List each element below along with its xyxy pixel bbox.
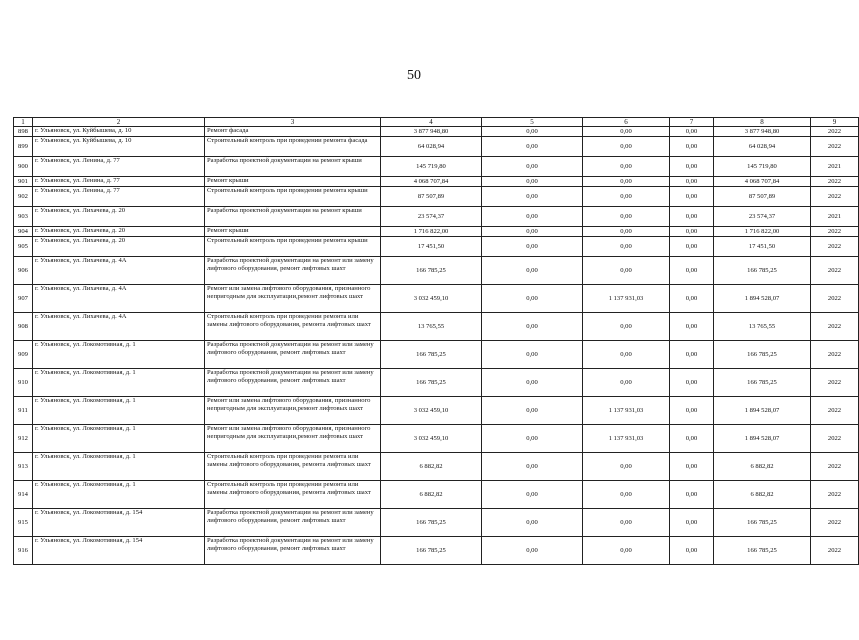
row-number-cell: 906 [14,257,33,285]
year-cell: 2022 [811,313,859,341]
table-row [14,257,859,285]
total-cost-cell: 166 785,25 [381,509,482,537]
year-cell: 2022 [811,425,859,453]
table-row [14,341,859,369]
cost-cell: 0,00 [482,137,583,157]
cost-cell: 0,00 [482,237,583,257]
cost-cell: 0,00 [482,207,583,227]
table-row [14,177,859,187]
total-cost-cell: 1 716 822,00 [381,227,482,237]
total-cost-cell: 166 785,25 [381,341,482,369]
cost-cell: 3 877 948,80 [714,127,811,137]
cost-cell: 0,00 [583,537,670,565]
address-cell: г. Ульяновск, ул. Локомотивная, д. 1 [33,481,205,509]
work-type-cell: Разработка проектной документации на ремонт крыши [205,157,381,177]
row-number-cell: 899 [14,137,33,157]
capital-repair-table-container [13,117,842,565]
cost-cell: 0,00 [482,127,583,137]
total-cost-cell: 64 028,94 [381,137,482,157]
cost-cell: 166 785,25 [714,257,811,285]
cost-cell: 166 785,25 [714,369,811,397]
cost-cell: 0,00 [482,313,583,341]
row-number-cell: 903 [14,207,33,227]
cost-cell: 0,00 [670,177,714,187]
total-cost-cell: 17 451,50 [381,237,482,257]
work-type-cell: Разработка проектной документации на ремонт или замену лифтового оборудования, ремонт лифтовых шахт [205,257,381,285]
table-row [14,127,859,137]
address-cell: г. Ульяновск, ул. Лихачева, д. 4А [33,313,205,341]
cost-cell: 0,00 [583,453,670,481]
total-cost-cell: 3 032 459,10 [381,397,482,425]
row-number-cell: 908 [14,313,33,341]
cost-cell: 0,00 [583,227,670,237]
column-header: 6 [583,118,670,127]
work-type-cell: Строительный контроль при проведении ремонта крыши [205,237,381,257]
cost-cell: 13 765,55 [714,313,811,341]
year-cell: 2022 [811,397,859,425]
table-row [14,227,859,237]
year-cell: 2022 [811,285,859,313]
year-cell: 2022 [811,137,859,157]
total-cost-cell: 3 032 459,10 [381,425,482,453]
work-type-cell: Строительный контроль при проведении ремонта фасада [205,137,381,157]
year-cell: 2022 [811,127,859,137]
table-row [14,285,859,313]
address-cell: г. Ульяновск, ул. Лихачева, д. 20 [33,227,205,237]
work-type-cell: Разработка проектной документации на ремонт или замену лифтового оборудования, ремонт лифтовых шахт [205,509,381,537]
cost-cell: 1 137 931,03 [583,425,670,453]
work-type-cell: Разработка проектной документации на ремонт крыши [205,207,381,227]
cost-cell: 6 882,82 [714,481,811,509]
total-cost-cell: 4 068 707,84 [381,177,482,187]
cost-cell: 0,00 [583,177,670,187]
cost-cell: 0,00 [482,537,583,565]
cost-cell: 0,00 [670,157,714,177]
work-type-cell: Разработка проектной документации на ремонт или замену лифтового оборудования, ремонт лифтовых шахт [205,537,381,565]
cost-cell: 87 507,89 [714,187,811,207]
year-cell: 2021 [811,157,859,177]
table-row [14,313,859,341]
total-cost-cell: 166 785,25 [381,257,482,285]
cost-cell: 0,00 [482,369,583,397]
cost-cell: 0,00 [670,207,714,227]
cost-cell: 166 785,25 [714,341,811,369]
cost-cell: 0,00 [670,509,714,537]
work-type-cell: Строительный контроль при проведении ремонта крыши [205,187,381,207]
cost-cell: 0,00 [583,509,670,537]
table-row [14,137,859,157]
total-cost-cell: 6 882,82 [381,481,482,509]
row-number-cell: 900 [14,157,33,177]
row-number-cell: 913 [14,453,33,481]
cost-cell: 0,00 [670,285,714,313]
address-cell: г. Ульяновск, ул. Локомотивная, д. 1 [33,425,205,453]
cost-cell: 0,00 [670,227,714,237]
year-cell: 2022 [811,187,859,207]
cost-cell: 1 894 528,07 [714,425,811,453]
row-number-cell: 909 [14,341,33,369]
cost-cell: 0,00 [482,285,583,313]
table-row [14,157,859,177]
cost-cell: 0,00 [583,369,670,397]
cost-cell: 0,00 [583,127,670,137]
cost-cell: 6 882,82 [714,453,811,481]
cost-cell: 0,00 [670,313,714,341]
work-type-cell: Ремонт фасада [205,127,381,137]
year-cell: 2022 [811,481,859,509]
cost-cell: 0,00 [583,187,670,207]
table-row [14,397,859,425]
work-type-cell: Ремонт крыши [205,177,381,187]
cost-cell: 0,00 [670,481,714,509]
table-row [14,237,859,257]
cost-cell: 0,00 [670,425,714,453]
address-cell: г. Ульяновск, ул. Куйбышева, д. 10 [33,127,205,137]
address-cell: г. Ульяновск, ул. Локомотивная, д. 154 [33,537,205,565]
work-type-cell: Ремонт крыши [205,227,381,237]
cost-cell: 0,00 [482,481,583,509]
table-row [14,369,859,397]
work-type-cell: Ремонт или замена лифтового оборудования, признанного непригодным для эксплуатации,ремонт лифтовых шахт [205,285,381,313]
year-cell: 2022 [811,453,859,481]
cost-cell: 0,00 [583,313,670,341]
column-header: 4 [381,118,482,127]
total-cost-cell: 6 882,82 [381,453,482,481]
column-header: 2 [33,118,205,127]
row-number-cell: 914 [14,481,33,509]
cost-cell: 0,00 [670,453,714,481]
cost-cell: 0,00 [482,397,583,425]
cost-cell: 0,00 [670,127,714,137]
row-number-cell: 905 [14,237,33,257]
total-cost-cell: 23 574,37 [381,207,482,227]
cost-cell: 64 028,94 [714,137,811,157]
column-number-row [14,118,859,127]
address-cell: г. Ульяновск, ул. Лихачева, д. 4А [33,257,205,285]
row-number-cell: 911 [14,397,33,425]
cost-cell: 0,00 [583,341,670,369]
table-row [14,481,859,509]
cost-cell: 17 451,50 [714,237,811,257]
table-row [14,537,859,565]
cost-cell: 0,00 [670,257,714,285]
cost-cell: 23 574,37 [714,207,811,227]
table-row [14,207,859,227]
cost-cell: 1 137 931,03 [583,285,670,313]
cost-cell: 0,00 [670,137,714,157]
row-number-cell: 915 [14,509,33,537]
table-row [14,187,859,207]
year-cell: 2022 [811,227,859,237]
cost-cell: 145 719,80 [714,157,811,177]
address-cell: г. Ульяновск, ул. Ленина, д. 77 [33,157,205,177]
column-header: 1 [14,118,33,127]
page-number: 50 [407,68,421,83]
work-type-cell: Строительный контроль при проведении ремонта или замены лифтового оборудования, ремонта лифтовых шахт [205,481,381,509]
row-number-cell: 916 [14,537,33,565]
address-cell: г. Ульяновск, ул. Локомотивная, д. 1 [33,397,205,425]
row-number-cell: 910 [14,369,33,397]
cost-cell: 0,00 [482,227,583,237]
cost-cell: 0,00 [482,187,583,207]
column-header: 7 [670,118,714,127]
column-header: 3 [205,118,381,127]
cost-cell: 0,00 [482,341,583,369]
table-row [14,509,859,537]
year-cell: 2022 [811,537,859,565]
address-cell: г. Ульяновск, ул. Локомотивная, д. 1 [33,341,205,369]
capital-repair-table [13,117,859,565]
table-body [14,127,859,565]
cost-cell: 0,00 [482,157,583,177]
year-cell: 2021 [811,207,859,227]
address-cell: г. Ульяновск, ул. Лихачева, д. 20 [33,237,205,257]
cost-cell: 1 137 931,03 [583,397,670,425]
cost-cell: 0,00 [583,257,670,285]
year-cell: 2022 [811,257,859,285]
year-cell: 2022 [811,177,859,187]
address-cell: г. Ульяновск, ул. Ленина, д. 77 [33,177,205,187]
year-cell: 2022 [811,369,859,397]
table-row [14,425,859,453]
total-cost-cell: 13 765,55 [381,313,482,341]
cost-cell: 0,00 [670,397,714,425]
cost-cell: 1 894 528,07 [714,397,811,425]
cost-cell: 0,00 [670,369,714,397]
year-cell: 2022 [811,509,859,537]
column-header: 5 [482,118,583,127]
cost-cell: 0,00 [670,537,714,565]
cost-cell: 0,00 [583,207,670,227]
cost-cell: 1 716 822,00 [714,227,811,237]
row-number-cell: 898 [14,127,33,137]
cost-cell: 0,00 [670,237,714,257]
row-number-cell: 901 [14,177,33,187]
row-number-cell: 902 [14,187,33,207]
cost-cell: 1 894 528,07 [714,285,811,313]
cost-cell: 0,00 [583,237,670,257]
work-type-cell: Строительный контроль при проведении ремонта или замены лифтового оборудования, ремонта лифтовых шахт [205,313,381,341]
year-cell: 2022 [811,341,859,369]
column-header: 9 [811,118,859,127]
address-cell: г. Ульяновск, ул. Лихачева, д. 20 [33,207,205,227]
address-cell: г. Ульяновск, ул. Куйбышева, д. 10 [33,137,205,157]
row-number-cell: 912 [14,425,33,453]
cost-cell: 0,00 [482,453,583,481]
cost-cell: 0,00 [583,481,670,509]
row-number-cell: 904 [14,227,33,237]
total-cost-cell: 145 719,80 [381,157,482,177]
cost-cell: 0,00 [482,257,583,285]
work-type-cell: Разработка проектной документации на ремонт или замену лифтового оборудования, ремонт лифтовых шахт [205,369,381,397]
total-cost-cell: 3 032 459,10 [381,285,482,313]
address-cell: г. Ульяновск, ул. Локомотивная, д. 154 [33,509,205,537]
address-cell: г. Ульяновск, ул. Локомотивная, д. 1 [33,453,205,481]
cost-cell: 166 785,25 [714,537,811,565]
cost-cell: 0,00 [482,177,583,187]
year-cell: 2022 [811,237,859,257]
address-cell: г. Ульяновск, ул. Локомотивная, д. 1 [33,369,205,397]
address-cell: г. Ульяновск, ул. Ленина, д. 77 [33,187,205,207]
table-row [14,453,859,481]
work-type-cell: Ремонт или замена лифтового оборудования, признанного непригодным для эксплуатации,ремонт лифтовых шахт [205,425,381,453]
row-number-cell: 907 [14,285,33,313]
cost-cell: 0,00 [583,137,670,157]
work-type-cell: Ремонт или замена лифтового оборудования, признанного непригодным для эксплуатации,ремонт лифтовых шахт [205,397,381,425]
cost-cell: 0,00 [670,341,714,369]
cost-cell: 0,00 [482,425,583,453]
column-header: 8 [714,118,811,127]
total-cost-cell: 166 785,25 [381,369,482,397]
cost-cell: 0,00 [583,157,670,177]
address-cell: г. Ульяновск, ул. Лихачева, д. 4А [33,285,205,313]
cost-cell: 4 068 707,84 [714,177,811,187]
work-type-cell: Разработка проектной документации на ремонт или замену лифтового оборудования, ремонт лифтовых шахт [205,341,381,369]
cost-cell: 0,00 [482,509,583,537]
work-type-cell: Строительный контроль при проведении ремонта или замены лифтового оборудования, ремонта лифтовых шахт [205,453,381,481]
total-cost-cell: 3 877 948,80 [381,127,482,137]
cost-cell: 0,00 [670,187,714,207]
cost-cell: 166 785,25 [714,509,811,537]
total-cost-cell: 166 785,25 [381,537,482,565]
total-cost-cell: 87 507,89 [381,187,482,207]
